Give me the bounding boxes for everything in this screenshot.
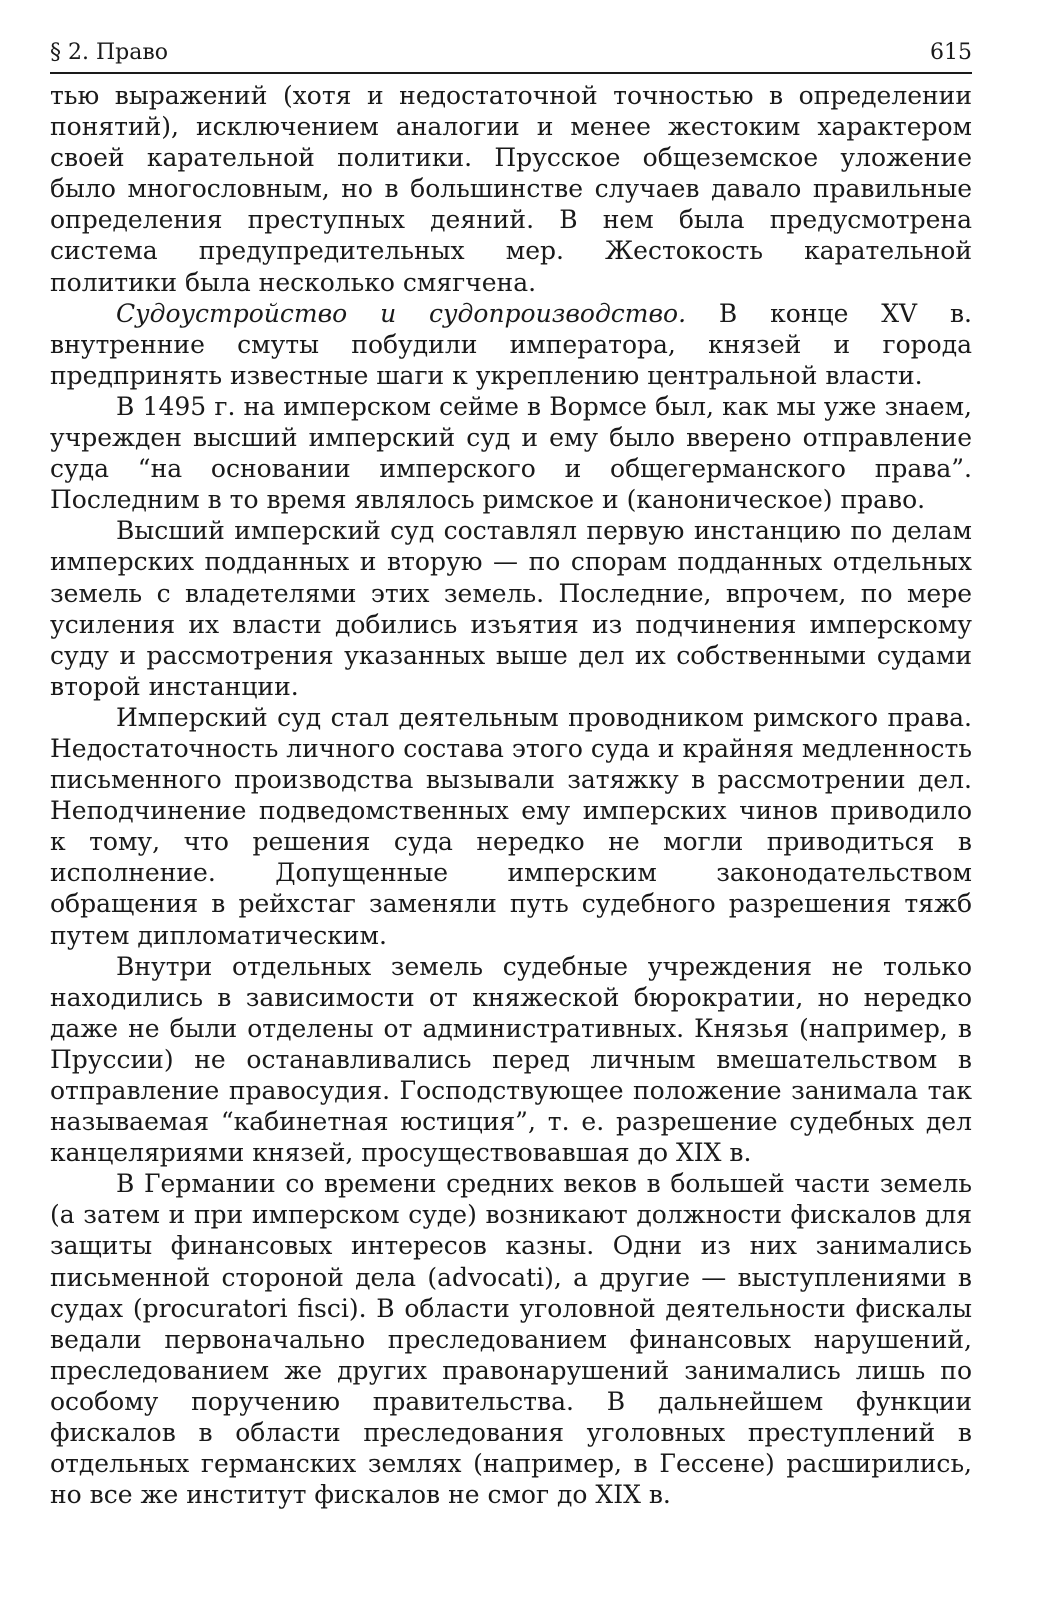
- section-title: § 2. Право: [50, 40, 168, 65]
- body-text: [50, 80, 972, 1510]
- paragraph: Высший имперский суд составлял первую инстанцию по делам имперских подданных и вторую — по спорам подданных отдельных земель с владетелями этих земель. Последние, впрочем, по мере усиления их власти добились изъятия из подчинения имперскому суду и рассмотрения указанных выше дел их собственными судами второй инстанции.: [50, 516, 972, 701]
- paragraph: Имперский суд стал деятельным проводником римского права. Недостаточность личного состава этого суда и крайняя медленность письменного производства вызывали затяжку в рассмотрении дел. Неподчинение подведомственных ему имперских чинов приводило к тому, что решения суда нередко не могли приводиться в исполнение. Допущенные имперским законодательством обращения в рейхстаг заменяли путь судебного разрешения тяжб путем дипломатическим.: [50, 702, 972, 950]
- paragraph: Внутри отдельных земель судебные учреждения не только находились в зависимости от княжеской бюрократии, но нередко даже не были отделены от административных. Князья (например, в Пруссии) не останавливались перед личным вмешательством в отправление правосудия. Господствующее положение занимала так называемая “кабинетная юстиция”, т. е. разрешение судебных дел канцеляриями князей, просуществовавшая до XIX в.: [50, 951, 972, 1168]
- running-header: [50, 38, 972, 74]
- paragraph: В Германии со времени средних веков в большей части земель (а затем и при имперском суде) возникают должности фискалов для защиты финансовых интересов казны. Одни из них занимались письменной стороной дела (advocati), а другие — выступлениями в судах (procuratori fisci). В области уголовной деятельности фискалы ведали первоначально преследованием финансовых нарушений, преследованием же других правонарушений занимались лишь по особому поручению правительства. В дальнейшем функции фискалов в области преследования уголовных преступлений в отдельных германских землях (например, в Гессене) расширились, но все же институт фискалов не смог до XIX в.: [50, 1169, 972, 1510]
- paragraph: тью выражений (хотя и недостаточной точностью в определении понятий), исключением аналогии и менее жестоким характером своей карательной политики. Прусское общеземское уложение было многословным, но в большинстве случаев давало правильные определения преступных деяний. В нем была предусмотрена система предупредительных мер. Жестокость карательной политики была несколько смягчена.: [50, 81, 972, 297]
- paragraph-lead-italic: Судоустройство и судопроизводство.: [116, 298, 687, 328]
- book-page: [50, 38, 972, 1510]
- paragraph: В 1495 г. на имперском сейме в Вормсе был, как мы уже знаем, учрежден высший имперский суд и ему было вверено отправление суда “на основании имперского и общегерманского права”. Последним в то время являлось римское и (каноническое) право.: [50, 391, 972, 515]
- page-number: 615: [930, 40, 972, 65]
- paragraph: Судоустройство и судопроизводство. В конце XV в. внутренние смуты побудили императора, князей и города предпринять известные шаги к укреплению центральной власти.: [50, 298, 972, 390]
